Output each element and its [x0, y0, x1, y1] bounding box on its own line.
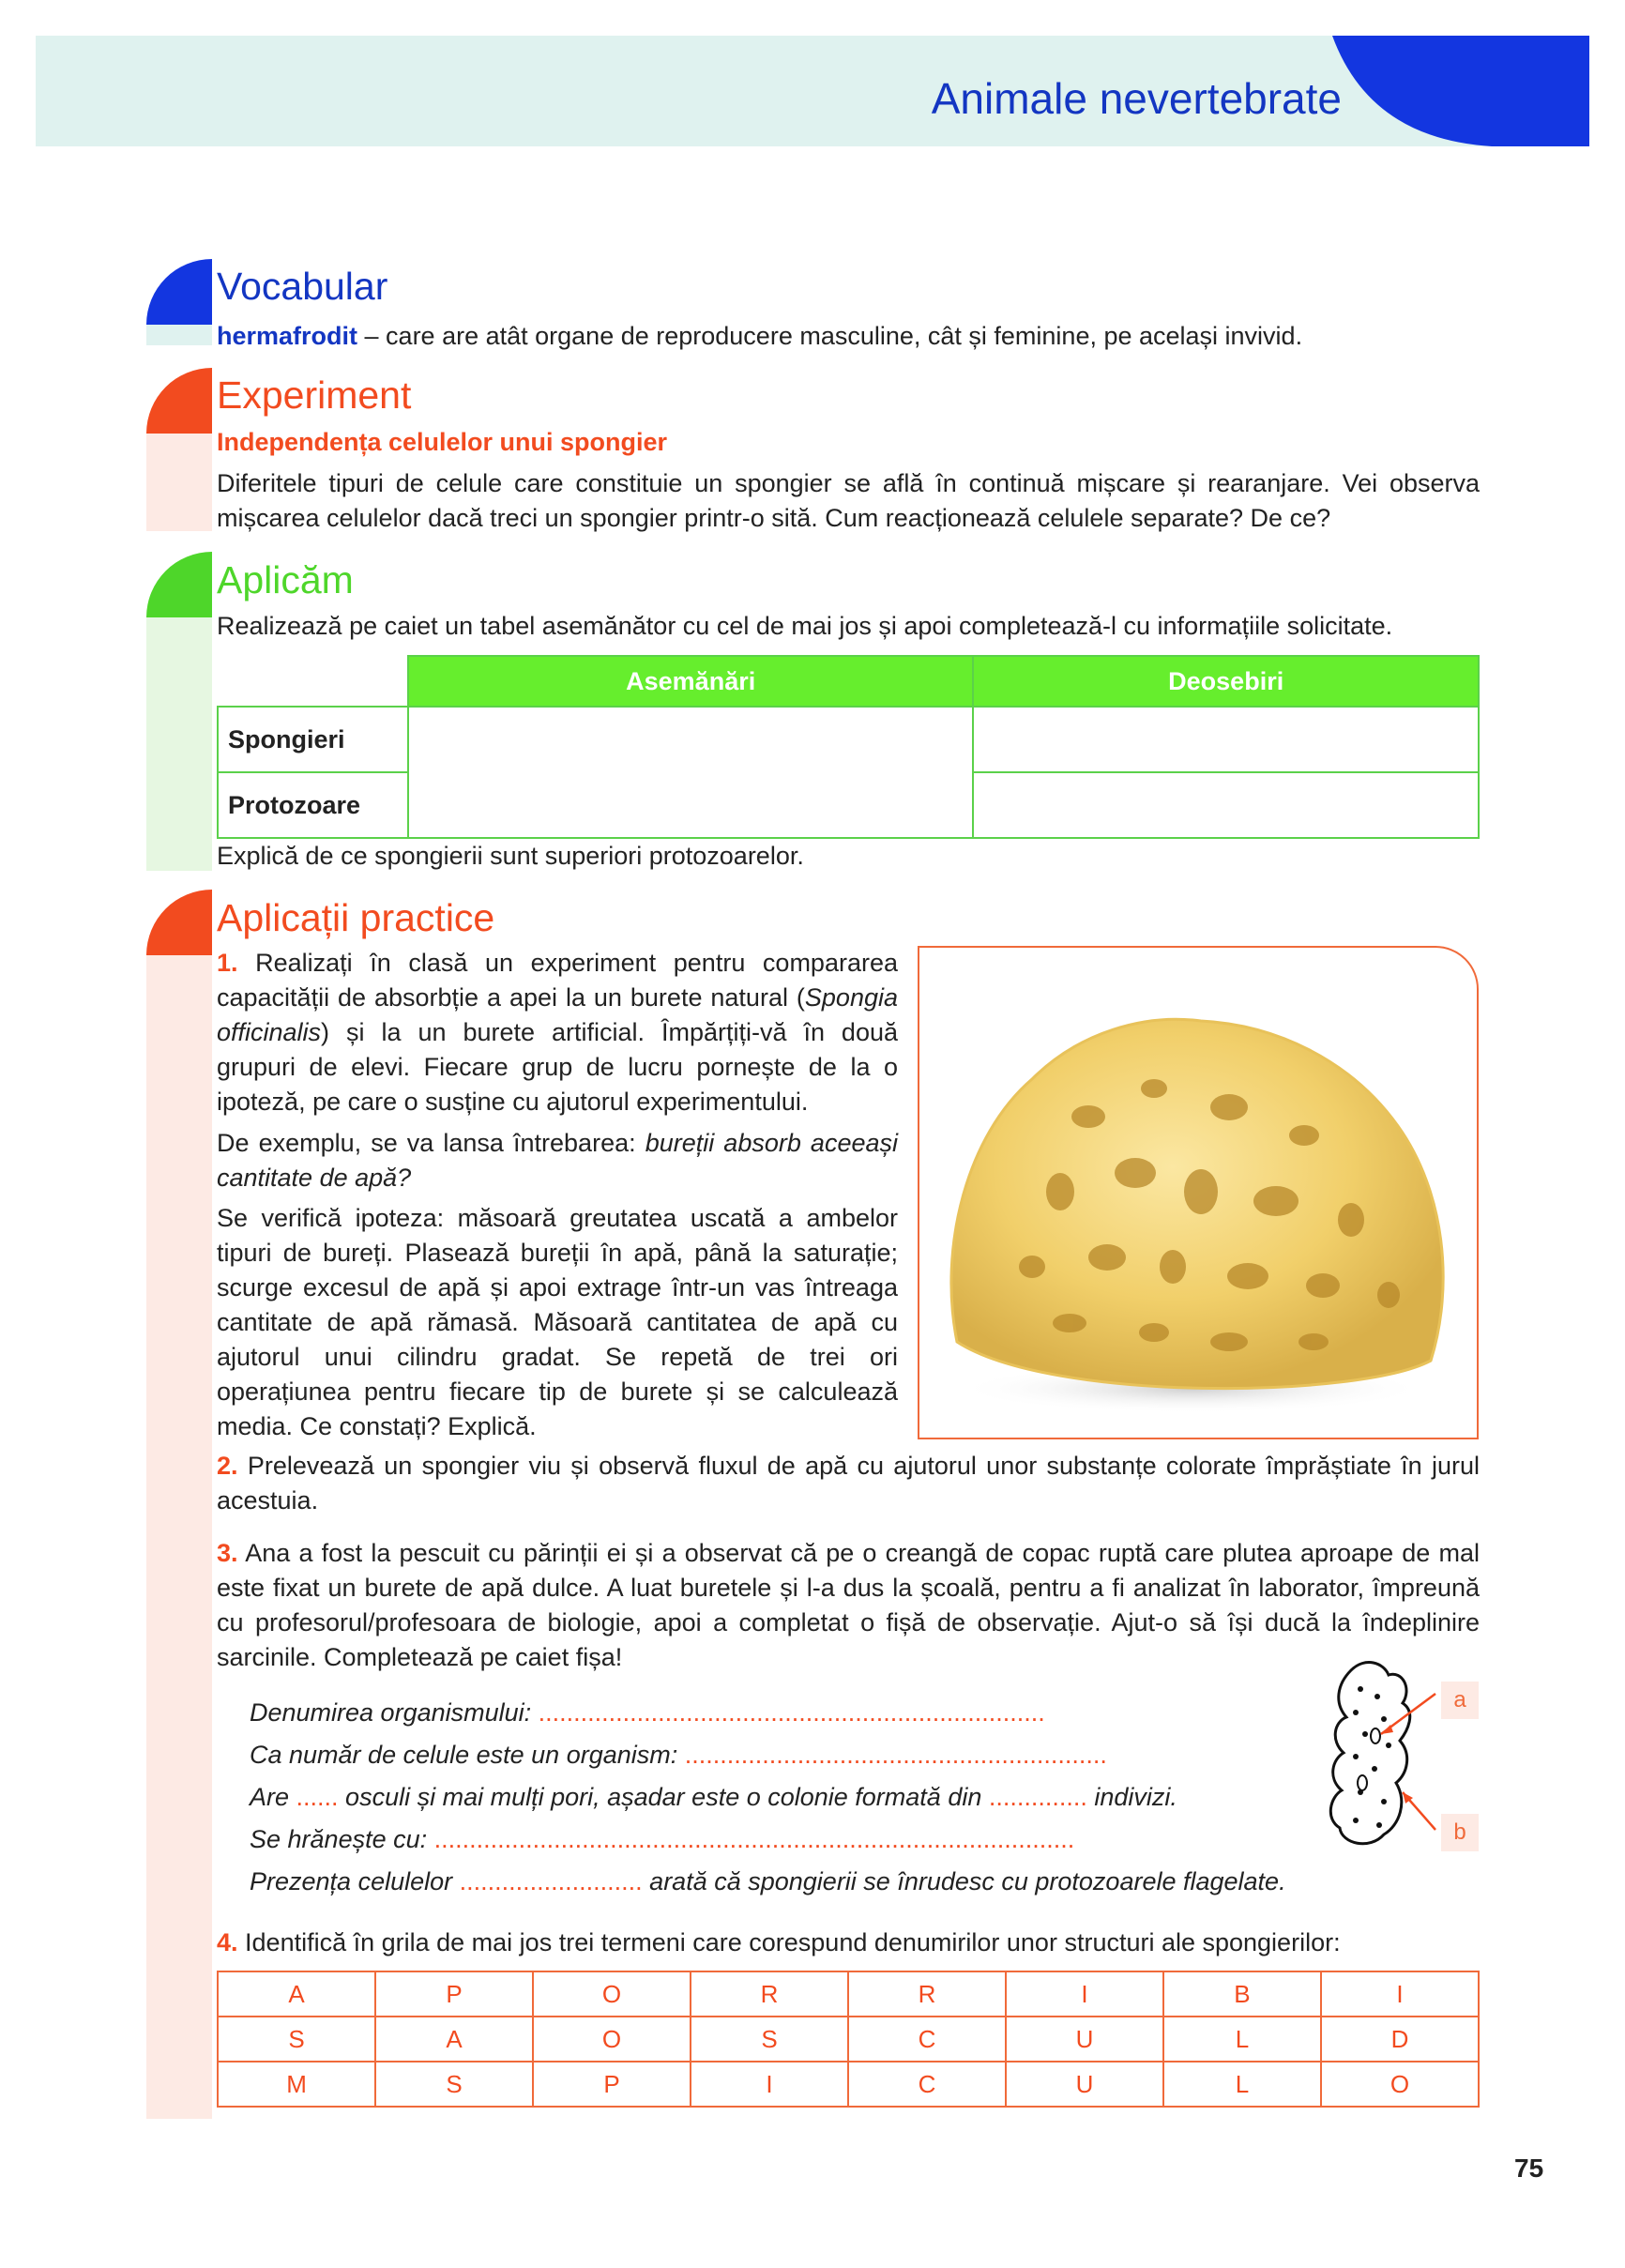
grid-cell: R	[691, 1971, 848, 2017]
grid-cell: O	[533, 2017, 691, 2062]
item-1-text-b: ) și la un burete artificial. Împărțiți-vă în două grupuri de elevi. Fiecare grup de lucru pornește de la o ipoteză, pe care o susține cu ajutorul experimentului.	[217, 1018, 898, 1116]
item-1-example: De exemplu, se va lansa întrebarea:	[217, 1129, 645, 1157]
table-corner	[218, 656, 408, 707]
form-blank: ..............	[988, 1783, 1087, 1811]
form-label: osculi și mai mulți pori, așadar este o colonie formată din	[338, 1783, 989, 1811]
experiment-bar	[146, 434, 212, 531]
grid-cell: A	[375, 2017, 533, 2062]
experiment-title: Experiment	[217, 373, 412, 417]
form-label: Se hrănește cu:	[250, 1825, 434, 1853]
grid-cell: A	[218, 1971, 375, 2017]
item-1-species: Spongia officinalis	[217, 983, 898, 1046]
grid-cell: L	[1163, 2062, 1321, 2107]
vocabular-arc-icon	[146, 259, 212, 325]
grid-cell: C	[848, 2017, 1006, 2062]
grid-cell: I	[1321, 1971, 1479, 2017]
item-4	[217, 1926, 1480, 1960]
aplicam-bar	[146, 617, 212, 871]
form-label: Are	[250, 1783, 296, 1811]
form-line	[250, 1734, 1329, 1776]
form-blank: ......	[296, 1783, 339, 1811]
grid-cell: M	[218, 2062, 375, 2107]
letter-grid	[217, 1971, 1480, 2108]
vocabular-bar	[146, 325, 212, 345]
form-blank: ............................................................	[684, 1741, 1107, 1769]
item-1-paragraph-3: Se verifică ipoteza: măsoară greutatea uscată a ambelor tipuri de bureți. Plasează bureții în apă, până la saturație; scurge excesul de apă și apoi extrage într-un vas întreaga cantitate de apă rămasă. Măsoară cantitatea de apă cu ajutorul unui cilindru gradat. Se repetă de trei ori operațiunea pentru fiecare tip de burete și se calculează media. Ce constați? Explică.	[217, 1204, 898, 1440]
diagram-label-a: a	[1441, 1682, 1479, 1719]
item-2	[217, 1449, 1480, 1518]
grid-row	[218, 2062, 1479, 2107]
table-cell	[973, 707, 1479, 772]
grid-cell: D	[1321, 2017, 1479, 2062]
item-2-text: Prelevează un spongier viu și observă fluxul de apă cu ajutorul unor substanțe colorate împrăștiate în jurul acestuia.	[217, 1452, 1480, 1515]
aplicatii-title: Aplicații practice	[217, 896, 495, 939]
item-3-text: Ana a fost la pescuit cu părinții ei și a observat că pe o creangă de copac ruptă care plutea aproape de mal este fixat un burete de apă dulce. A luat buretele și l-a dus la școală, pentru a fi analizat în laborator, împreună cu profesorul/profesoara de biologie, apoi a completat o fișă de observație. Ajut-o să își ducă la îndeplinire sarcinile. Completează pe caiet fișa!	[217, 1539, 1480, 1671]
item-3	[217, 1536, 1480, 1675]
grid-cell: S	[691, 2017, 848, 2062]
vocabular-title: Vocabular	[217, 265, 388, 308]
observation-form	[250, 1692, 1329, 1903]
form-line	[250, 1819, 1329, 1861]
grid-cell: U	[1006, 2062, 1163, 2107]
experiment-subtitle: Independența celulelor unui spongier	[217, 428, 668, 456]
table-cell	[408, 707, 973, 838]
grid-cell: I	[691, 2062, 848, 2107]
aplicam-question: Explică de ce spongierii sunt superiori protozoarelor.	[217, 842, 804, 870]
form-blank: ...........................................................................................	[433, 1825, 1075, 1853]
table-header: Asemănări	[408, 656, 973, 707]
grid-cell: B	[1163, 1971, 1321, 2017]
grid-cell: I	[1006, 1971, 1163, 2017]
table-row-header: Spongieri	[218, 707, 408, 772]
item-number: 1.	[217, 949, 238, 977]
table-row-header: Protozoare	[218, 772, 408, 838]
item-number: 4.	[217, 1928, 238, 1956]
table-cell	[973, 772, 1479, 838]
grid-cell: R	[848, 1971, 1006, 2017]
vocabular-definition-text: – care are atât organe de reproducere masculine, cât și feminine, pe același invivid.	[357, 322, 1303, 350]
form-label: indivizi.	[1086, 1783, 1177, 1811]
form-label: arată că spongierii se înrudesc cu protozoarele flagelate.	[642, 1867, 1286, 1895]
aplicam-intro: Realizează pe caiet un tabel asemănător cu cel de mai jos și apoi completează-l cu informațiile solicitate.	[217, 612, 1393, 640]
sponge-photo	[918, 946, 1479, 1439]
item-1-paragraph-1	[217, 946, 898, 1119]
grid-cell: C	[848, 2062, 1006, 2107]
form-line	[250, 1692, 1329, 1734]
experiment-text: Diferitele tipuri de celule care constituie un spongier se află în continuă mișcare și rearanjare. Vei observa mișcarea celulelor dacă treci un spongier printr-o sită. Cum reacționează celulele separate? De ce?	[217, 469, 1480, 532]
vocabular-term: hermafrodit	[217, 322, 358, 350]
item-number: 3.	[217, 1539, 238, 1567]
experiment-arc-icon	[146, 368, 212, 434]
grid-row	[218, 1971, 1479, 2017]
grid-cell: U	[1006, 2017, 1163, 2062]
item-number: 2.	[217, 1452, 238, 1480]
table-header: Deosebiri	[973, 656, 1479, 707]
form-label: Ca număr de celule este un organism:	[250, 1741, 685, 1769]
grid-row	[218, 2017, 1479, 2062]
vocabular-definition	[217, 319, 1483, 354]
aplicatii-bar	[146, 955, 212, 2119]
item-1-text-a: Realizați în clasă un experiment pentru compararea capacității de absorbție a apei la un burete natural (	[217, 949, 898, 1012]
item-1-question: bureții absorb aceeași cantitate de apă?	[217, 1129, 898, 1192]
grid-cell: L	[1163, 2017, 1321, 2062]
form-blank: ........................................................................	[538, 1698, 1045, 1727]
item-4-text: Identifică în grila de mai jos trei termeni care corespund denumirilor unor structuri ale spongierilor:	[237, 1928, 1341, 1956]
header-corner	[1332, 36, 1589, 146]
grid-cell: P	[533, 2062, 691, 2107]
grid-cell: P	[375, 1971, 533, 2017]
grid-cell: O	[1321, 2062, 1479, 2107]
page-title: Animale nevertebrate	[931, 74, 1342, 123]
comparison-table	[217, 655, 1480, 839]
grid-cell: O	[533, 1971, 691, 2017]
form-line	[250, 1861, 1329, 1903]
grid-cell: S	[375, 2062, 533, 2107]
aplicatii-arc-icon	[146, 890, 212, 955]
form-line	[250, 1776, 1329, 1819]
form-blank: ..........................	[459, 1867, 643, 1895]
aplicam-arc-icon	[146, 552, 212, 617]
form-label: Denumirea organismului:	[250, 1698, 539, 1727]
page-number: 75	[1514, 2154, 1544, 2183]
aplicam-title: Aplicăm	[217, 558, 354, 601]
item-1-paragraph-2	[217, 1126, 898, 1195]
diagram-label-b: b	[1441, 1814, 1479, 1851]
grid-cell: S	[218, 2017, 375, 2062]
sponge-photo-icon	[919, 948, 1477, 1438]
sponge-diagram-icon	[1314, 1652, 1445, 1858]
form-label: Prezența celulelor	[250, 1867, 460, 1895]
